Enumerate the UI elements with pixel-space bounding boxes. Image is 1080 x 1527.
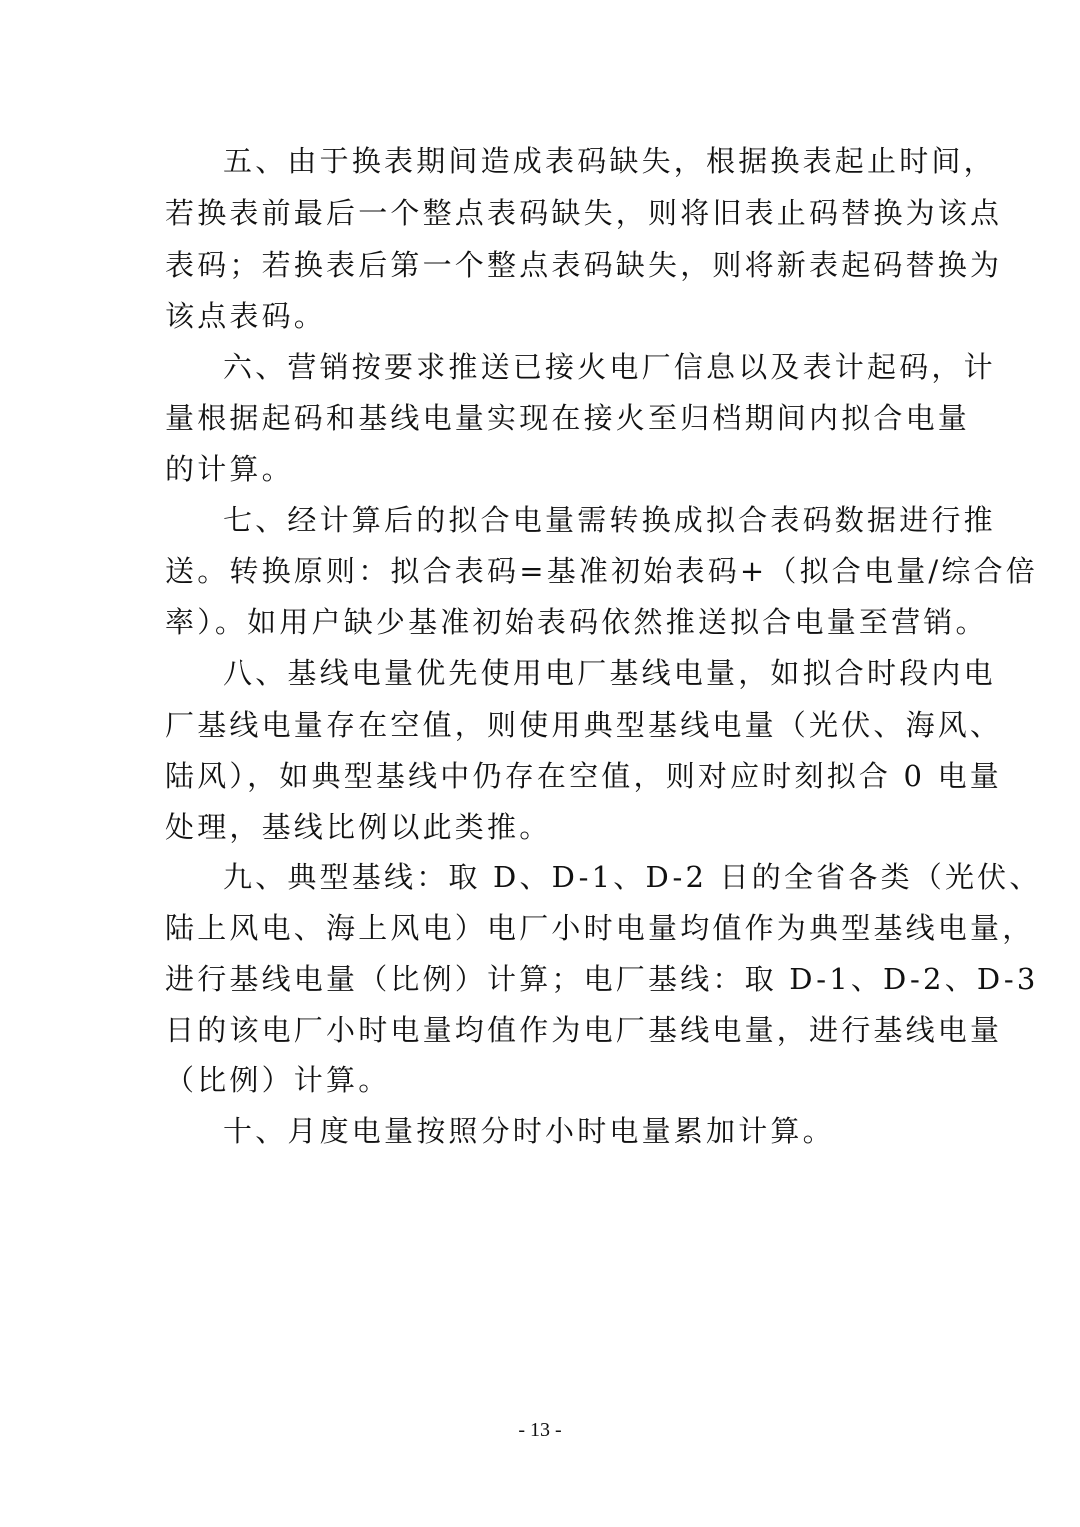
paragraph-7-line-1: 七、经计算后的拟合电量需转换成拟合表码数据进行推 — [223, 503, 996, 537]
paragraph-5-line-3: 表码；若换表后第一个整点表码缺失，则将新表起码替换为 — [165, 248, 1003, 282]
paragraph-7-line-3: 率）。如用户缺少基准初始表码依然推送拟合电量至营销。 — [165, 605, 988, 639]
paragraph-9-line-3: 进行基线电量（比例）计算；电厂基线：取 D-1、D-2、D-3 — [165, 962, 1039, 996]
paragraph-8-line-2: 厂基线电量存在空值，则使用典型基线电量（光伏、海风、 — [165, 708, 1003, 742]
paragraph-9-line-2: 陆上风电、海上风电）电厂小时电量均值作为典型基线电量， — [165, 911, 1035, 945]
paragraph-8-line-1: 八、基线电量优先使用电厂基线电量，如拟合时段内电 — [223, 656, 996, 690]
paragraph-10-line-1: 十、月度电量按照分时小时电量累加计算。 — [223, 1114, 835, 1148]
paragraph-6-line-3: 的计算。 — [165, 452, 294, 486]
paragraph-8-line-4: 处理，基线比例以此类推。 — [165, 810, 552, 844]
paragraph-9-line-5: （比例）计算。 — [165, 1063, 391, 1097]
paragraph-9-line-1: 九、典型基线：取 D、D-1、D-2 日的全省各类（光伏、 — [223, 860, 1042, 894]
paragraph-6-line-2: 量根据起码和基线电量实现在接火至归档期间内拟合电量 — [165, 401, 971, 435]
paragraph-5-line-1: 五、由于换表期间造成表码缺失，根据换表起止时间， — [223, 144, 996, 178]
paragraph-7-line-2: 送。转换原则：拟合表码=基准初始表码+（拟合电量/综合倍 — [165, 554, 1038, 588]
paragraph-8-line-3: 陆风），如典型基线中仍存在空值，则对应时刻拟合 0 电量 — [165, 759, 1002, 793]
paragraph-5-line-4: 该点表码。 — [165, 299, 327, 333]
page-number: - 13 - — [518, 1419, 562, 1441]
paragraph-9-line-4: 日的该电厂小时电量均值作为电厂基线电量，进行基线电量 — [165, 1013, 1003, 1047]
paragraph-5-line-2: 若换表前最后一个整点表码缺失，则将旧表止码替换为该点 — [165, 196, 1003, 230]
paragraph-6-line-1: 六、营销按要求推送已接火电厂信息以及表计起码，计 — [223, 350, 996, 384]
